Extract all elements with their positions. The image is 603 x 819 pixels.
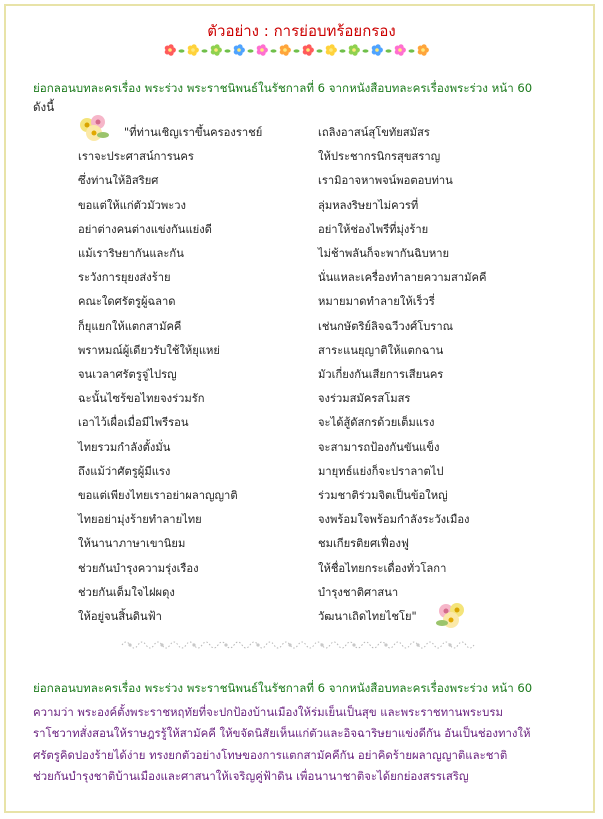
flower-icon [280, 44, 291, 55]
leaf-icon [202, 49, 208, 52]
footer-body [33, 702, 578, 787]
poem-line-r: อย่าให้ช่องไพรีที่มุ่งร้าย [318, 222, 429, 236]
poem-line-r: มัวเกี่ยงกันเสียการเสียนคร [318, 368, 444, 381]
leaf-icon [340, 49, 346, 52]
poem-line-l: ฉะนั้นไซร้ขอไทยจงร่วมรัก [78, 392, 205, 406]
leaf-icon [409, 49, 415, 52]
footer-line: ราโชวาทสั่งสอนให้ราษฎรรู้ให้สามัคคี ให้ขจัดนิสัยเห็นแก่ตัวและอิจฉาริษยาแข่งดีกัน อันเป็นช่องทางให้ [33, 726, 531, 741]
poem-line-l: เอาไว้เผื่อเมื่อมีไพรีรอน [78, 416, 189, 430]
poem-line-l: ก็ยุแยกให้แตกสามัคคี [78, 319, 182, 333]
poem-line-l: ระวังการยุยงส่งร้าย [78, 271, 171, 285]
poem-line-r: นั่นแหละเครื่องทำลายความสามัคคี [318, 271, 487, 285]
intro-line: ย่อกลอนบทละครเรื่อง พระร่วง พระราชนิพนธ์ในรัชกาลที่ 6 จากหนังสือบทละครเรื่องพระร่วง หน้า 60 [33, 81, 533, 95]
flower-icon [349, 44, 360, 55]
poem-line-l: อย่าต่างคนต่างแข่งกันแย่งดี [78, 222, 212, 236]
leaf-icon [225, 49, 231, 52]
poem-line-l: คณะใดศรัตรูผู้ฉลาด [78, 295, 176, 309]
leaf-icon [363, 49, 369, 52]
poem-line-l: จนเวลาศรัตรูจู่ไปรญ [78, 368, 177, 381]
leaf-icon [294, 49, 300, 52]
poem-line-r: เถลิงอาสน์สุโขทัยสมัสร [318, 126, 430, 139]
poem-line-r: จงร่วมสมัครสโมสร [318, 392, 411, 406]
leaf-icon [179, 49, 185, 52]
intro-tail: ดังนี้ [33, 100, 55, 114]
dotted-vine-divider [118, 636, 478, 654]
poem-line-l: ถึงแม้ว่าศัตรูผู้มีแรง [78, 464, 171, 478]
flower-icon [418, 44, 429, 55]
poem-line-r: มายุทธ์แย่งก็จะปราลาตไป [318, 464, 444, 478]
poem-line-l: ขอแต่ให้แก่ตัวมัวพะวง [78, 198, 186, 212]
poem-line-r: ลุ่มหลงริษยาไม่ควรที่ [318, 198, 419, 212]
flower-icon [234, 44, 245, 55]
poem-line-r: ให้ชื่อไทยกระเดื่องทั่วโลกา [318, 561, 447, 575]
poem-line-l: พราหมณ์ผู้เดียวรับใช้ให้ยุแหย่ [78, 343, 220, 357]
flower-cluster-icon [76, 113, 112, 145]
poem-line-r: ชมเกียรติยศเฟื่องฟู [318, 537, 409, 551]
poem-line-l: ช่วยกันบำรุงความรุ่งเรือง [78, 561, 199, 575]
poem-line-r: ไม่ช้าพลันก็จะพากันฉิบหาย [318, 247, 450, 260]
leaf-icon [248, 49, 254, 52]
poem-line-r: เช่นกษัตริย์ลิจฉวีวงศ์โบราณ [318, 319, 453, 333]
footer-line: ช่วยกันบำรุงชาติบ้านเมืองและศาสนาให้เจริญคู่ฟ้าดิน เพื่อนานาชาติจะได้ยกย่องสรรเสริญ [33, 768, 469, 783]
page-title: ตัวอย่าง : การย่อบทร้อยกรอง [207, 22, 396, 40]
poem-line-l: เราจะประศาสน์การนคร [78, 150, 194, 164]
poem-line-r: สาระแนยุญาติให้แตกฉาน [318, 343, 444, 357]
poem-line-r: จงพร้อมใจพร้อมกำลังระวังเมือง [318, 513, 470, 527]
flower-icon [165, 44, 176, 55]
footer-line: ความว่า พระองค์ตั้งพระราชหฤทัยที่จะปกป้องบ้านเมืองให้ร่มเย็นเป็นสุข และพระราชทานพระบรม [33, 705, 503, 719]
poem-line-r: บำรุงชาติศาสนา [318, 585, 399, 599]
poem-line-l: ซึ่งท่านให้อิสริยศ [78, 174, 159, 188]
poem-line-l: แม้เราริษยากันและกัน [78, 247, 184, 260]
leaf-icon [271, 49, 277, 52]
flower-icon [188, 44, 199, 55]
flower-icon [257, 44, 268, 55]
flower-row [160, 43, 440, 57]
poem-line-r: หมายมาดทำลายให้เร็วรี่ [318, 295, 435, 309]
poem-line-l: ให้นานาภาษาเขานิยม [78, 537, 186, 551]
poem-line-r: ร่วมชาติร่วมจิตเป็นข้อใหญ่ [318, 489, 448, 502]
footer-line: ศรัตรูคิดปองร้ายได้ง่าย ทรงยกตัวอย่างโทษของการแตกสามัคคีกัน อย่าคิดร้ายผลาญญาติและชาติ [33, 747, 508, 762]
poem-line-l: ไทยรวมกำลังตั้งมั่น [78, 440, 171, 454]
poem-line-l: ไทยอย่ามุ่งร้ายทำลายไทย [78, 513, 202, 527]
poem-line-l: ช่วยกันเต็มใจไฝผดุง [78, 585, 175, 599]
poem-line-l: ขอแต่เพียงไทยเราอย่าผลาญญาติ [78, 489, 238, 502]
poem-line-r: ให้ประชากรนิกรสุขสราญ [318, 150, 441, 164]
leaf-icon [317, 49, 323, 52]
flower-icon [395, 44, 406, 55]
poem-line-r: เรามิอาจหาพจน์พอตอบท่าน [318, 174, 453, 188]
flower-icon [211, 44, 222, 55]
flower-icon [303, 44, 314, 55]
footer-lead: ย่อกลอนบทละครเรื่อง พระร่วง พระราชนิพนธ์ในรัชกาลที่ 6 จากหนังสือบทละครเรื่องพระร่วง หน้า 60 [33, 681, 533, 695]
flower-cluster-icon [434, 599, 470, 631]
flower-icon [326, 44, 337, 55]
flower-icon [372, 44, 383, 55]
poem-line-r: จะได้สู้ดัสกรด้วยเต็มแรง [318, 416, 435, 430]
poem-line-l: ให้อยู่จนสิ้นดินฟ้า [78, 610, 162, 623]
poem-line-r: จะสามารถป้องกันขันแข็ง [318, 440, 440, 454]
poem-line-l: "ที่ท่านเชิญเราขึ้นครองราชย์ [124, 126, 263, 139]
poem-line-r: วัฒนาเถิดไทยไชโย" [318, 610, 417, 623]
leaf-icon [386, 49, 392, 52]
